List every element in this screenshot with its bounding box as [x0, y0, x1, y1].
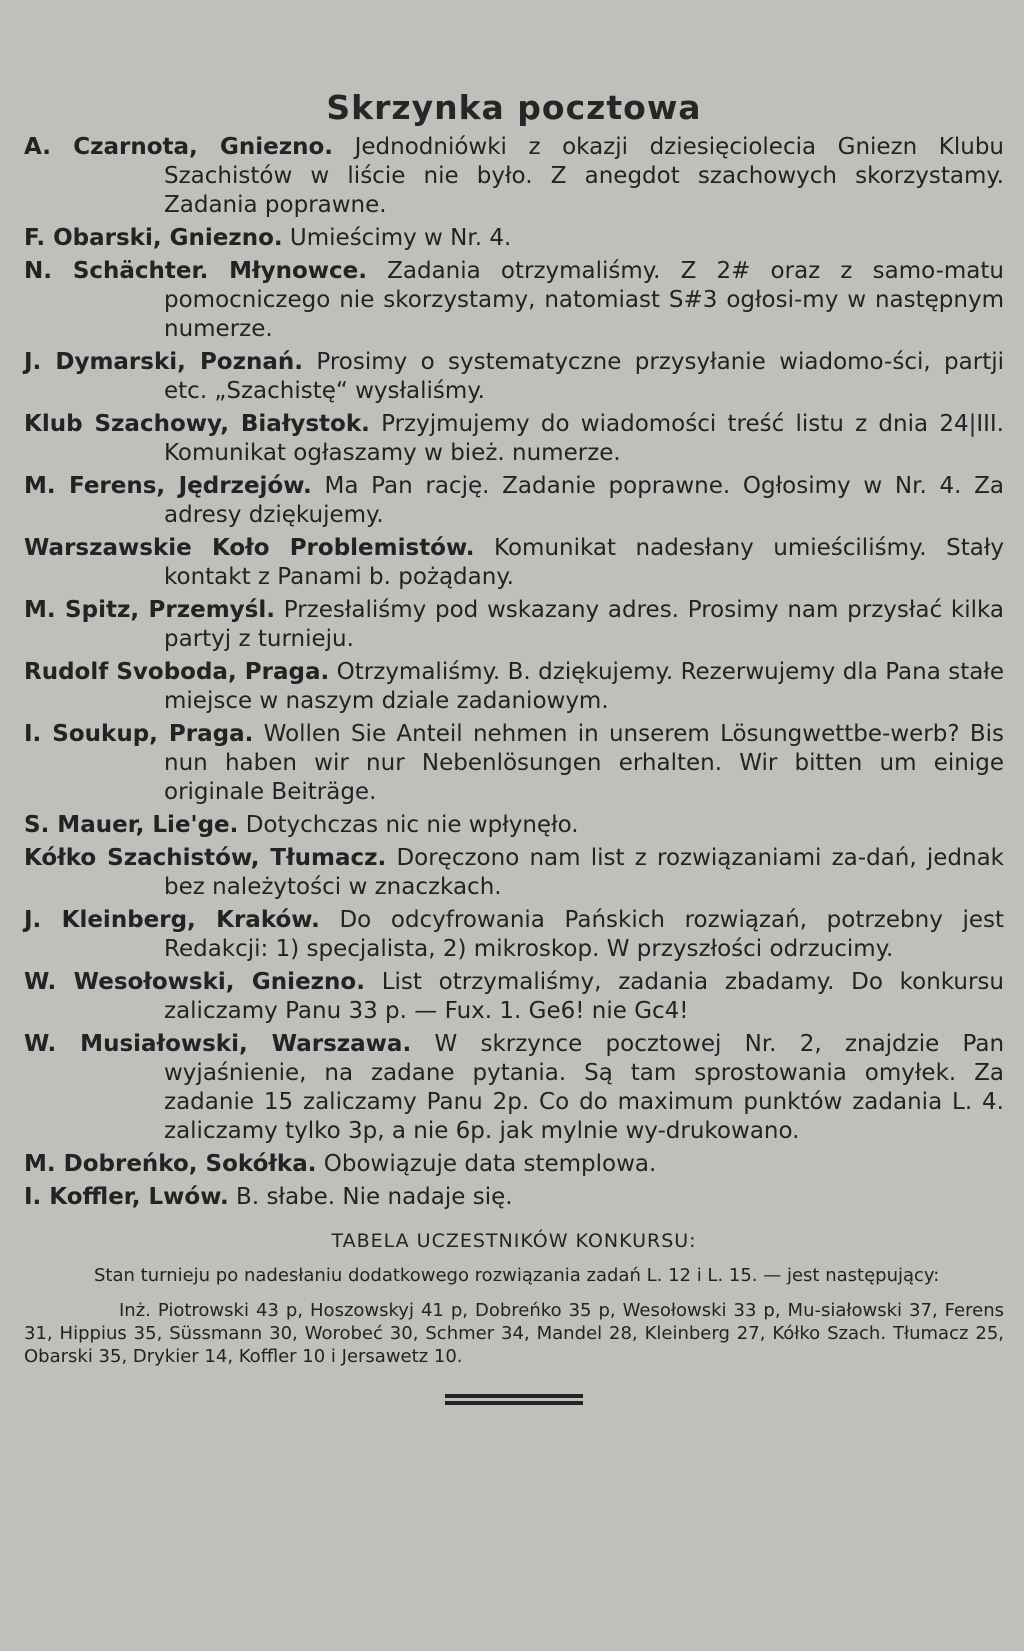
entry-text: Prosimy o systematyczne przysyłanie wiadomo-ści, partji etc. „Szachistę“ wysłaliśmy. [164, 349, 1005, 404]
entry-text: Przyjmujemy do wiadomości treść listu z dnia 24|III. Komunikat ogłaszamy w bież. numerze. [164, 411, 1004, 466]
entry-text: Doręczono nam list z rozwiązaniami za-dań, jednak bez należytości w znaczkach. [164, 845, 1004, 900]
contest-table-heading: TABELA UCZESTNIKÓW KONKURSU: [331, 1230, 697, 1252]
entry-name: M. Ferens, Jędrzejów. [24, 473, 312, 499]
entry-name: W. Wesołowski, Gniezno. [24, 969, 365, 995]
entry [24, 472, 1004, 530]
entry-name: F. Obarski, Gniezno. [24, 225, 283, 251]
entry [24, 596, 1004, 654]
entry [24, 1150, 1004, 1179]
entry-text: Otrzymaliśmy. B. dziękujemy. Rezerwujemy dla Pana stałe miejsce w naszym dziale zadaniowym. [164, 659, 1004, 714]
entry-name: A. Czarnota, Gniezno. [24, 134, 334, 160]
entry-text: Przesłaliśmy pod wskazany adres. Prosimy nam przysłać kilka partyj z turnieju. [164, 597, 1005, 652]
entry-name: S. Mauer, Lie'ge. [24, 812, 239, 838]
entry-name: Kółko Szachistów, Tłumacz. [24, 845, 387, 871]
entry-text: Jednodniówki z okazji dziesięciolecia Gniezn Klubu Szachistów w liście nie było. Z anegdot szachowych skorzystamy. Zadania poprawne. [164, 134, 1004, 218]
entry [24, 534, 1004, 592]
entry [24, 257, 1004, 344]
entry-text: Obowiązuje data stemplowa. [323, 1151, 657, 1177]
entry-name: N. Schächter. Młynowce. [24, 258, 367, 284]
mailbox-entries [24, 133, 1004, 1212]
entry-name: Rudolf Svoboda, Praga. [24, 659, 330, 685]
entry [24, 844, 1004, 902]
closing-rule [24, 1394, 1004, 1408]
entry-text: B. słabe. Nie nadaje się. [236, 1184, 513, 1210]
contest-results: Inż. Piotrowski 43 p, Hoszowskyj 41 p, Dobreńko 35 p, Wesołowski 33 p, Mu-siałowski 37, Ferens 31, Hippius 35, Süssmann 30, Worobeć 30, Schmer 34, Mandel 28, Kleinberg 27, Kółko Szach. Tłumacz 25, Obarski 35, Drykier 14, Koffler 10 i Jersawetz 10. [24, 1300, 1004, 1367]
entry-name: I. Soukup, Praga. [24, 721, 254, 747]
contest-intro: Stan turnieju po nadesłaniu dodatkowego rozwiązania zadań L. 12 i L. 15. — jest następujący: [94, 1265, 940, 1286]
entry [24, 720, 1004, 807]
entry-name: Klub Szachowy, Białystok. [24, 411, 370, 437]
entry-text: Umieścimy w Nr. 4. [289, 225, 512, 251]
entry-text: Dotychczas nic nie wpłynęło. [245, 812, 579, 838]
entry [24, 811, 1004, 840]
entry-text: Ma Pan rację. Zadanie poprawne. Ogłosimy w Nr. 4. Za adresy dziękujemy. [164, 473, 1005, 528]
entry-text: Do odcyfrowania Pańskich rozwiązań, potrzebny jest Redakcji: 1) specjalista, 2) mikroskop. W przyszłości odrzucimy. [164, 907, 1004, 962]
page-title: Skrzynka pocztowa [326, 88, 702, 127]
entry-name: M. Spitz, Przemyśl. [24, 597, 275, 623]
entry-name: I. Koffler, Lwów. [24, 1184, 229, 1210]
entry-name: J. Dymarski, Poznań. [24, 349, 303, 375]
entry-name: Warszawskie Koło Problemistów. [24, 535, 475, 561]
entry-text: Wollen Sie Anteil nehmen in unserem Lösungwettbe-werb? Bis nun haben wir nur Nebenlösungen erhalten. Wir bitten um einige originale Beiträge. [164, 721, 1005, 805]
entry [24, 1030, 1004, 1146]
entry [24, 348, 1004, 406]
entry-name: W. Musiałowski, Warszawa. [24, 1031, 412, 1057]
entry [24, 410, 1004, 468]
entry-text: W skrzynce pocztowej Nr. 2, znajdzie Pan wyjaśnienie, na zadane pytania. Są tam sprostowania omyłek. Za zadanie 15 zaliczamy Panu 2p. Co do maximum punktów zadania L. 4. zaliczamy tylko 3p, a nie 6p. jak mylnie wy-drukowano. [164, 1031, 1005, 1144]
entry [24, 968, 1004, 1026]
entry-name: J. Kleinberg, Kraków. [24, 907, 320, 933]
entry [24, 224, 1004, 253]
entry [24, 658, 1004, 716]
entry-name: M. Dobreńko, Sokółka. [24, 1151, 317, 1177]
entry-text: Zadania otrzymaliśmy. Z 2# oraz z samo-matu pomocniczego nie skorzystamy, natomiast S#3 ogłosi-my w następnym numerze. [164, 258, 1004, 342]
entry [24, 906, 1004, 964]
entry [24, 133, 1004, 220]
entry-text: Komunikat nadesłany umieściliśmy. Stały kontakt z Panami b. pożądany. [164, 535, 1004, 590]
entry-text: List otrzymaliśmy, zadania zbadamy. Do konkursu zaliczamy Panu 33 p. — Fux. 1. Ge6! nie Gc4! [164, 969, 1004, 1024]
entry [24, 1183, 1004, 1212]
